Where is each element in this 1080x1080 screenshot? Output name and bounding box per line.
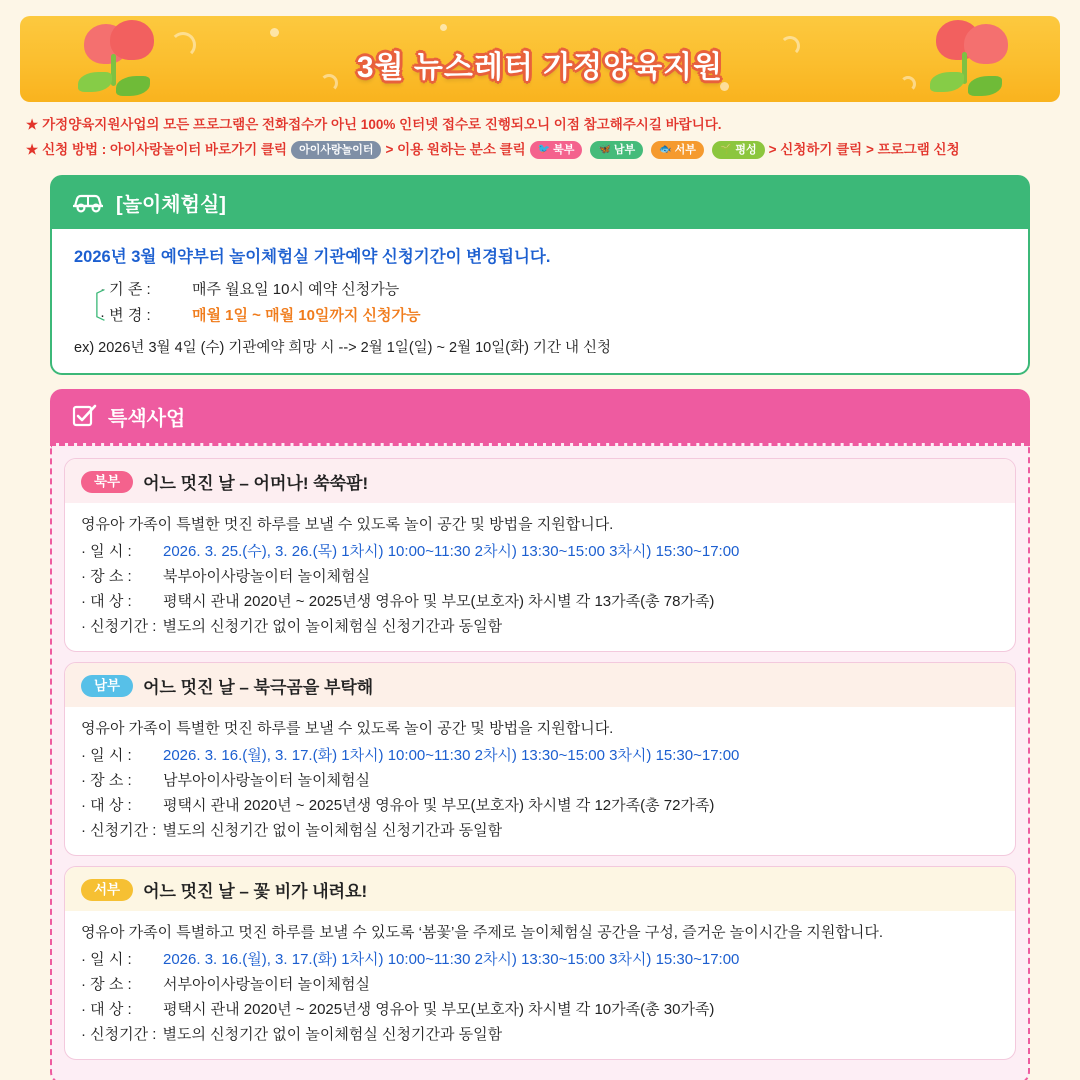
notice-text-2-mid: > 이용 원하는 분소 클릭 — [385, 142, 526, 157]
feature-section-title: 특색사업 — [108, 407, 186, 430]
play-row-changed-key: · 변 경 : — [100, 307, 151, 324]
program-row-key: · 일 시 : — [81, 951, 132, 968]
program-row-key: · 일 시 : — [81, 747, 132, 764]
branch-tag: 남부 — [81, 675, 133, 697]
program-row-key: · 대 상 : — [81, 593, 132, 610]
checklist-icon — [72, 404, 98, 428]
pill-seobu[interactable] — [651, 141, 704, 159]
play-row-existing — [100, 277, 1006, 303]
program-row-key: · 신청기간 : — [81, 1026, 157, 1043]
play-experience-section — [50, 175, 1030, 375]
program-row-value: 2026. 3. 16.(월), 3. 17.(화) 1차시) 10:00~11:30 2차시) 13:30~15:00 3차시) 15:30~17:00 — [163, 747, 740, 764]
program-row-key: · 장 소 : — [81, 772, 132, 789]
notice-text-1: 가정양육지원사업의 모든 프로그램은 전화접수가 아닌 100% 인터넷 접수로 진행되오니 이점 참고해주시길 바랍니다. — [42, 117, 722, 132]
notice-text-2-suffix: > 신청하기 클릭 > 프로그램 신청 — [768, 142, 960, 157]
program-row-key: · 신청기간 : — [81, 618, 157, 635]
program-title: 어느 멋진 날 – 어머나! 쑥쑥팜! — [143, 474, 369, 493]
program-row-value: 평택시 관내 2020년 ~ 2025년생 영유아 및 부모(보호자) 차시별 각 13가족(총 78가족) — [163, 593, 715, 610]
dot-decoration-icon — [270, 28, 279, 37]
notice-block — [26, 114, 1054, 161]
program-row-place — [81, 768, 999, 793]
program-row-value: 남부아이사랑놀이터 놀이체험실 — [163, 772, 371, 789]
program-row-value: 북부아이사랑놀이터 놀이체험실 — [163, 568, 371, 585]
feature-section — [50, 389, 1030, 1080]
program-row-value: 평택시 관내 2020년 ~ 2025년생 영유아 및 부모(보호자) 차시별 각 10가족(총 30가족) — [163, 1001, 715, 1018]
program-row-datetime — [81, 743, 999, 768]
program-description: 영유아 가족이 특별하고 멋진 하루를 보낼 수 있도록 ‘봄꽃’을 주제로 놀이체험실 공간을 구성, 즐거운 놀이시간을 지원합니다. — [81, 924, 884, 941]
butterfly-icon: 🦋 — [598, 144, 611, 155]
notice-line-1 — [26, 114, 1054, 136]
play-example-line: ex) 2026년 3월 4일 (수) 기관예약 희망 시 --> 2월 1일(일) ~ 2월 10일(화) 기간 내 신청 — [74, 340, 612, 356]
program-row-value: 2026. 3. 16.(월), 3. 17.(화) 1차시) 10:00~11:30 2차시) 13:30~15:00 3차시) 15:30~17:00 — [163, 951, 740, 968]
program-row-application-period — [81, 614, 999, 639]
program-row-datetime — [81, 539, 999, 564]
program-row-place — [81, 564, 999, 589]
program-body — [65, 707, 1015, 855]
notice-text-2-prefix: 신청 방법 : 아이사랑놀이터 바로가기 클릭 — [42, 142, 288, 157]
star-icon: ★ — [26, 142, 39, 157]
pill-ilove-label: 아이사랑놀이터 — [299, 144, 374, 156]
pill-bukbu[interactable] — [530, 141, 583, 159]
pill-nambu[interactable] — [590, 141, 643, 159]
notice-line-2 — [26, 139, 1054, 161]
program-row-application-period — [81, 818, 999, 843]
play-row-changed — [100, 303, 1006, 329]
pill-seobu-label: 서부 — [674, 144, 696, 156]
program-header — [65, 867, 1015, 911]
header-banner — [20, 16, 1060, 102]
play-row-existing-key: · 기 존 : — [100, 281, 151, 298]
program-row-target — [81, 997, 999, 1022]
pill-bukbu-label: 북부 — [553, 144, 575, 156]
play-section-header — [50, 175, 1030, 229]
program-title: 어느 멋진 날 – 북극곰을 부탁해 — [143, 678, 374, 697]
program-row-key: · 장 소 : — [81, 568, 132, 585]
fish-icon: 🐟 — [659, 144, 672, 155]
pill-pyeongseong[interactable] — [712, 141, 765, 159]
program-row-value: 2026. 3. 25.(수), 3. 26.(목) 1차시) 10:00~11:30 2차시) 13:30~15:00 3차시) 15:30~17:00 — [163, 543, 740, 560]
play-section-body — [50, 229, 1030, 375]
program-card — [64, 866, 1016, 1060]
pill-pyeongseong-label: 평성 — [735, 144, 757, 156]
program-title: 어느 멋진 날 – 꽃 비가 내려요! — [143, 882, 368, 901]
program-header — [65, 663, 1015, 707]
branch-tag: 서부 — [81, 879, 133, 901]
program-row-application-period — [81, 1022, 999, 1047]
program-body — [65, 911, 1015, 1059]
program-row-key: · 대 상 : — [81, 797, 132, 814]
car-icon — [72, 191, 106, 213]
program-row-value: 평택시 관내 2020년 ~ 2025년생 영유아 및 부모(보호자) 차시별 각 12가족(총 72가족) — [163, 797, 715, 814]
branch-tag: 북부 — [81, 471, 133, 493]
play-row-existing-value: 매주 월요일 10시 예약 신청가능 — [192, 281, 400, 298]
program-description: 영유아 가족이 특별한 멋진 하루를 보낼 수 있도록 놀이 공간 및 방법을 지원합니다. — [81, 720, 614, 737]
program-row-key: · 장 소 : — [81, 976, 132, 993]
play-row-changed-value: 매월 1일 ~ 매월 10일까지 신청가능 — [192, 307, 421, 324]
sprout-icon: 🌱 — [719, 144, 733, 155]
program-row-place — [81, 972, 999, 997]
feature-section-body — [50, 443, 1030, 1080]
pill-nambu-label: 남부 — [613, 144, 636, 156]
program-row-value: 별도의 신청기간 없이 놀이체험실 신청기간과 동일함 — [162, 618, 503, 635]
play-section-title: [놀이체험실] — [116, 193, 226, 216]
bird-icon: 🐦 — [537, 144, 551, 155]
dot-decoration-icon — [440, 24, 447, 31]
program-row-value: 서부아이사랑놀이터 놀이체험실 — [163, 976, 371, 993]
program-card — [64, 662, 1016, 856]
play-notice-title: 2026년 3월 예약부터 놀이체험실 기관예약 신청기간이 변경됩니다. — [74, 248, 551, 266]
program-row-key: · 일 시 : — [81, 543, 132, 560]
star-icon: ★ — [26, 117, 39, 132]
program-body — [65, 503, 1015, 651]
program-row-key: · 신청기간 : — [81, 822, 157, 839]
bracket-icon: 〔 — [72, 288, 106, 326]
program-description: 영유아 가족이 특별한 멋진 하루를 보낼 수 있도록 놀이 공간 및 방법을 지원합니다. — [81, 516, 614, 533]
pill-ilove-playground[interactable] — [291, 141, 381, 159]
program-row-value: 별도의 신청기간 없이 놀이체험실 신청기간과 동일함 — [162, 1026, 503, 1043]
program-header — [65, 459, 1015, 503]
program-row-value: 별도의 신청기간 없이 놀이체험실 신청기간과 동일함 — [162, 822, 503, 839]
program-row-target — [81, 793, 999, 818]
banner-title: 3월 뉴스레터 가정양육지원 — [356, 51, 724, 84]
program-row-key: · 대 상 : — [81, 1001, 132, 1018]
program-row-target — [81, 589, 999, 614]
feature-section-header — [50, 389, 1030, 443]
program-row-datetime — [81, 947, 999, 972]
program-card — [64, 458, 1016, 652]
